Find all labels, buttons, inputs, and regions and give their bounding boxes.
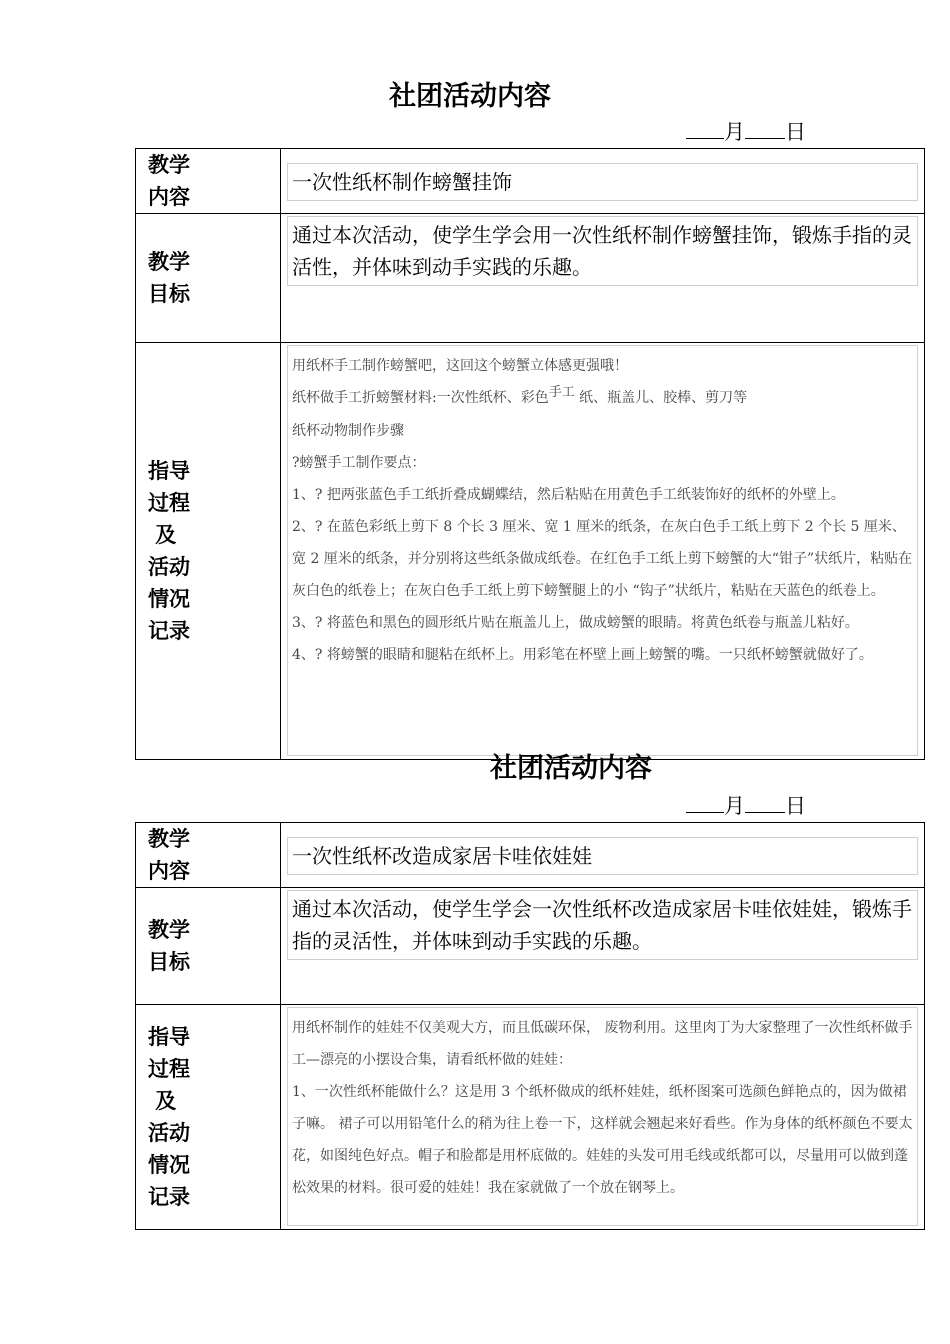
process-label: 指导 过程 及 活动 情况 记录 (136, 1005, 281, 1230)
goal-text: 通过本次活动，使学生学会用一次性纸杯制作螃蟹挂饰，锻炼手指的灵活性，并体味到动手实践的乐趣。 (287, 216, 918, 286)
goal-cell (281, 214, 925, 343)
process-cell (281, 343, 925, 760)
process-cell (281, 1005, 925, 1230)
process-text: 用纸杯手工制作螃蟹吧，这回这个螃蟹立体感更强哦！ 纸杯做手工折螃蟹材料:一次性纸杯、彩色手工 纸、瓶盖儿、胶棒、剪刀等 纸杯动物制作步骤 ?螃蟹手工制作要点： 1、? 把两张蓝色手工纸折叠成蝴蝶结，然后粘贴在用黄色手工纸装饰好的纸杯的外壁上。 2、? 在蓝色彩纸上剪下 8 个长 3 厘米、宽 1 厘米的纸条，在灰白色手工纸上剪下 2 个长 5 厘米、宽 2 厘米的纸条，并分别将这些纸条做成纸卷。在红色手工纸上剪下螃蟹的大“钳子”状纸片，粘贴在灰白色的纸卷上；在灰白色手工纸上剪下螃蟹腿上的小 “钩子”状纸片，粘贴在天蓝色的纸卷上。 3、? 将蓝色和黑色的圆形纸片贴在瓶盖儿上，做成螃蟹的眼睛。将黄色纸卷与瓶盖儿粘好。 4、? 将螃蟹的眼睛和腿粘在纸杯上。用彩笔在杯壁上画上螃蟹的嘴。一只纸杯螃蟹就做好了。 (287, 345, 918, 756)
goal-text: 通过本次活动，使学生学会一次性纸杯改造成家居卡哇依娃娃，锻炼手指的灵活性，并体味到动手实践的乐趣。 (287, 890, 918, 960)
section-1-date (686, 116, 806, 146)
content-label: 教学 内容 (136, 823, 281, 888)
goal-label: 教学 目标 (136, 888, 281, 1005)
content-row (136, 823, 925, 888)
process-row (136, 343, 925, 760)
section-2-title: 社团活动内容 (490, 753, 652, 784)
goal-row (136, 214, 925, 343)
month-blank (686, 118, 724, 139)
day-label: 日 (785, 794, 806, 818)
process-label: 指导 过程 及 活动 情况 记录 (136, 343, 281, 760)
month-blank (686, 792, 724, 813)
section-2-date (686, 790, 806, 820)
day-label: 日 (785, 120, 806, 144)
section-1-title: 社团活动内容 (389, 81, 551, 112)
day-blank (745, 118, 785, 139)
process-text: 用纸杯制作的娃娃不仅美观大方，而且低碳环保， 废物利用。这里肉丁为大家整理了一次性纸杯做手工—漂亮的小摆设合集，请看纸杯做的娃娃： 1、一次性纸杯能做什么？这是用 3 个纸杯做成的纸杯娃娃，纸杯图案可选颜色鲜艳点的，因为做裙子嘛。 裙子可以用铅笔什么的稍为往上卷一下，这样就会翘起来好看些。作为身体的纸杯颜色不要太花，如图纯色好点。帽子和脸都是用杯底做的。娃娃的头发可用毛线或纸都可以，尽量用可以做到蓬松效果的材料。很可爱的娃娃！我在家就做了一个放在钢琴上。 (287, 1007, 918, 1226)
content-text: 一次性纸杯制作螃蟹挂饰 (287, 163, 918, 201)
content-cell (281, 823, 925, 888)
content-cell (281, 149, 925, 214)
month-label: 月 (724, 120, 745, 144)
goal-row (136, 888, 925, 1005)
day-blank (745, 792, 785, 813)
content-text: 一次性纸杯改造成家居卡哇依娃娃 (287, 837, 918, 875)
goal-label: 教学 目标 (136, 214, 281, 343)
content-label: 教学 内容 (136, 149, 281, 214)
goal-cell (281, 888, 925, 1005)
section-2-table (135, 822, 925, 1230)
month-label: 月 (724, 794, 745, 818)
content-row (136, 149, 925, 214)
section-1-table (135, 148, 925, 760)
process-row (136, 1005, 925, 1230)
